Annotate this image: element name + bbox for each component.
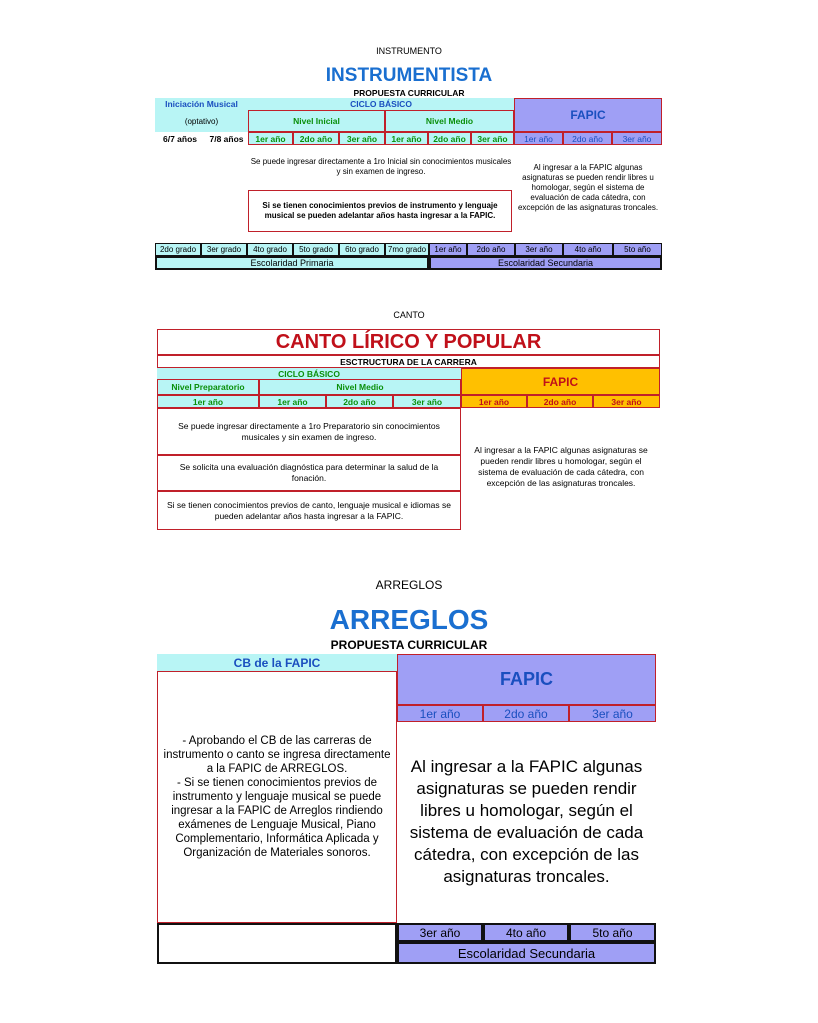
grado-7: 7mo grado xyxy=(385,243,429,256)
canto-medio-year-1: 1er año xyxy=(259,395,326,408)
grado-5: 5to grado xyxy=(293,243,339,256)
canto-note-fapic: Al ingresar a la FAPIC algunas asignaturas se pueden rendir libres u homologar, según el sistema de evaluación de cada cátedra, con excepción de las asignaturas troncales. xyxy=(474,445,648,488)
preparatorio-year-1: 1er año xyxy=(157,395,259,408)
arreglos-secundaria-year-4: 4to año xyxy=(483,923,569,942)
canto-medio-year-2: 2do año xyxy=(326,395,393,408)
instrumento-caption: INSTRUMENTO xyxy=(376,46,442,56)
optativo-label: (optativo) xyxy=(155,110,248,132)
fapic-year-3: 3er año xyxy=(612,132,662,145)
canto-fapic-year-3: 3er año xyxy=(593,395,660,408)
instrumento-subtitle: PROPUESTA CURRICULAR xyxy=(353,87,465,98)
ciclo-basico-header: CICLO BÁSICO xyxy=(248,98,514,110)
canto-fapic-year-2: 2do año xyxy=(527,395,593,408)
arreglos-note-fapic: Al ingresar a la FAPIC algunas asignaturas se pueden rendir libres u homologar, según el sistema de evaluación de cada cátedra, con excepción de las asignaturas troncales. xyxy=(409,757,644,886)
canto-fapic-header: FAPIC xyxy=(461,368,660,395)
iniciacion-musical-header: Iniciación Musical xyxy=(155,98,248,110)
escolaridad-primaria: Escolaridad Primaria xyxy=(155,256,429,270)
secundaria-year-4: 4to año xyxy=(563,243,613,256)
grado-2: 2do grado xyxy=(155,243,201,256)
arreglos-caption: ARREGLOS xyxy=(375,578,443,592)
secundaria-year-5: 5to año xyxy=(613,243,662,256)
grado-6: 6to grado xyxy=(339,243,385,256)
note-previos: Si se tienen conocimientos previos de instrumento y lenguaje musical se pueden adelantar años hasta ingresar a la FAPIC. xyxy=(248,190,512,232)
arreglos-fapic-year-2: 2do año xyxy=(483,705,569,722)
canto-note-previos: Si se tienen conocimientos previos de canto, lenguaje musical e idiomas se pueden adelantar años hasta ingresar a la FAPIC. xyxy=(157,491,461,530)
medio-year-3: 3er año xyxy=(471,132,514,145)
arreglos-empty-cell xyxy=(157,923,397,964)
arreglos-fapic-year-3: 3er año xyxy=(569,705,656,722)
instrumento-title: INSTRUMENTISTA xyxy=(325,65,493,86)
nivel-medio-header: Nivel Medio xyxy=(385,110,514,132)
medio-year-1: 1er año xyxy=(385,132,428,145)
canto-nivel-medio-header: Nivel Medio xyxy=(259,379,461,395)
secundaria-year-1: 1er año xyxy=(429,243,467,256)
age-6-7-label: 6/7 años xyxy=(162,133,198,144)
inicial-year-2: 2do año xyxy=(293,132,339,145)
inicial-year-1: 1er año xyxy=(248,132,293,145)
secundaria-year-3: 3er año xyxy=(515,243,563,256)
canto-title: CANTO LÍRICO Y POPULAR xyxy=(157,329,660,355)
medio-year-2: 2do año xyxy=(428,132,471,145)
canto-caption: CANTO xyxy=(393,310,425,320)
fapic-year-2: 2do año xyxy=(563,132,612,145)
fapic-year-1: 1er año xyxy=(514,132,563,145)
arreglos-secundaria-year-3: 3er año xyxy=(397,923,483,942)
grado-3: 3er grado xyxy=(201,243,247,256)
secundaria-year-2: 2do año xyxy=(467,243,515,256)
canto-medio-year-3: 3er año xyxy=(393,395,461,408)
note-ingreso: Se puede ingresar directamente a 1ro Inicial sin conocimientos musicales y sin examen de ingreso. xyxy=(250,157,512,176)
arreglos-subtitle: PROPUESTA CURRICULAR xyxy=(330,638,488,652)
canto-subtitle: ESCTRUCTURA DE LA CARRERA xyxy=(157,355,660,368)
arreglos-note-cb: - Aprobando el CB de las carreras de instrumento o canto se ingresa directamente a la FAPIC de ARREGLOS. - Si se tienen conocimientos previos de instrumento y lenguaje musical se puede ingresar a la FAPIC de Arreglos rindiendo exámenes de Lenguaje Musical, Piano Complementario, Informática Aplicada y Organización de Materiales sonoros. xyxy=(157,671,397,923)
arreglos-escolaridad-secundaria: Escolaridad Secundaria xyxy=(397,942,656,964)
escolaridad-secundaria: Escolaridad Secundaria xyxy=(429,256,662,270)
grado-4: 4to grado xyxy=(247,243,293,256)
canto-ciclo-basico-header: CICLO BÁSICO xyxy=(157,368,461,379)
canto-note-ingreso: Se puede ingresar directamente a 1ro Preparatorio sin conocimientos musicales y sin examen de ingreso. xyxy=(157,408,461,455)
inicial-year-3: 3er año xyxy=(339,132,385,145)
note-fapic: Al ingresar a la FAPIC algunas asignaturas se pueden rendir libres u homologar, según el sistema de evaluación de cada cátedra, con excepción de las asignaturas troncales. xyxy=(517,163,659,212)
arreglos-secundaria-year-5: 5to año xyxy=(569,923,656,942)
arreglos-fapic-year-1: 1er año xyxy=(397,705,483,722)
canto-fapic-year-1: 1er año xyxy=(461,395,527,408)
nivel-inicial-header: Nivel Inicial xyxy=(248,110,385,132)
arreglos-title: ARREGLOS xyxy=(329,604,489,635)
canto-note-diagnostica: Se solicita una evaluación diagnóstica para determinar la salud de la fonación. xyxy=(157,455,461,491)
fapic-header: FAPIC xyxy=(514,98,662,132)
nivel-preparatorio-header: Nivel Preparatorio xyxy=(157,379,259,395)
arreglos-fapic-header: FAPIC xyxy=(397,654,656,705)
cb-fapic-header: CB de la FAPIC xyxy=(157,654,397,671)
age-7-8-label: 7/8 años xyxy=(209,133,244,144)
